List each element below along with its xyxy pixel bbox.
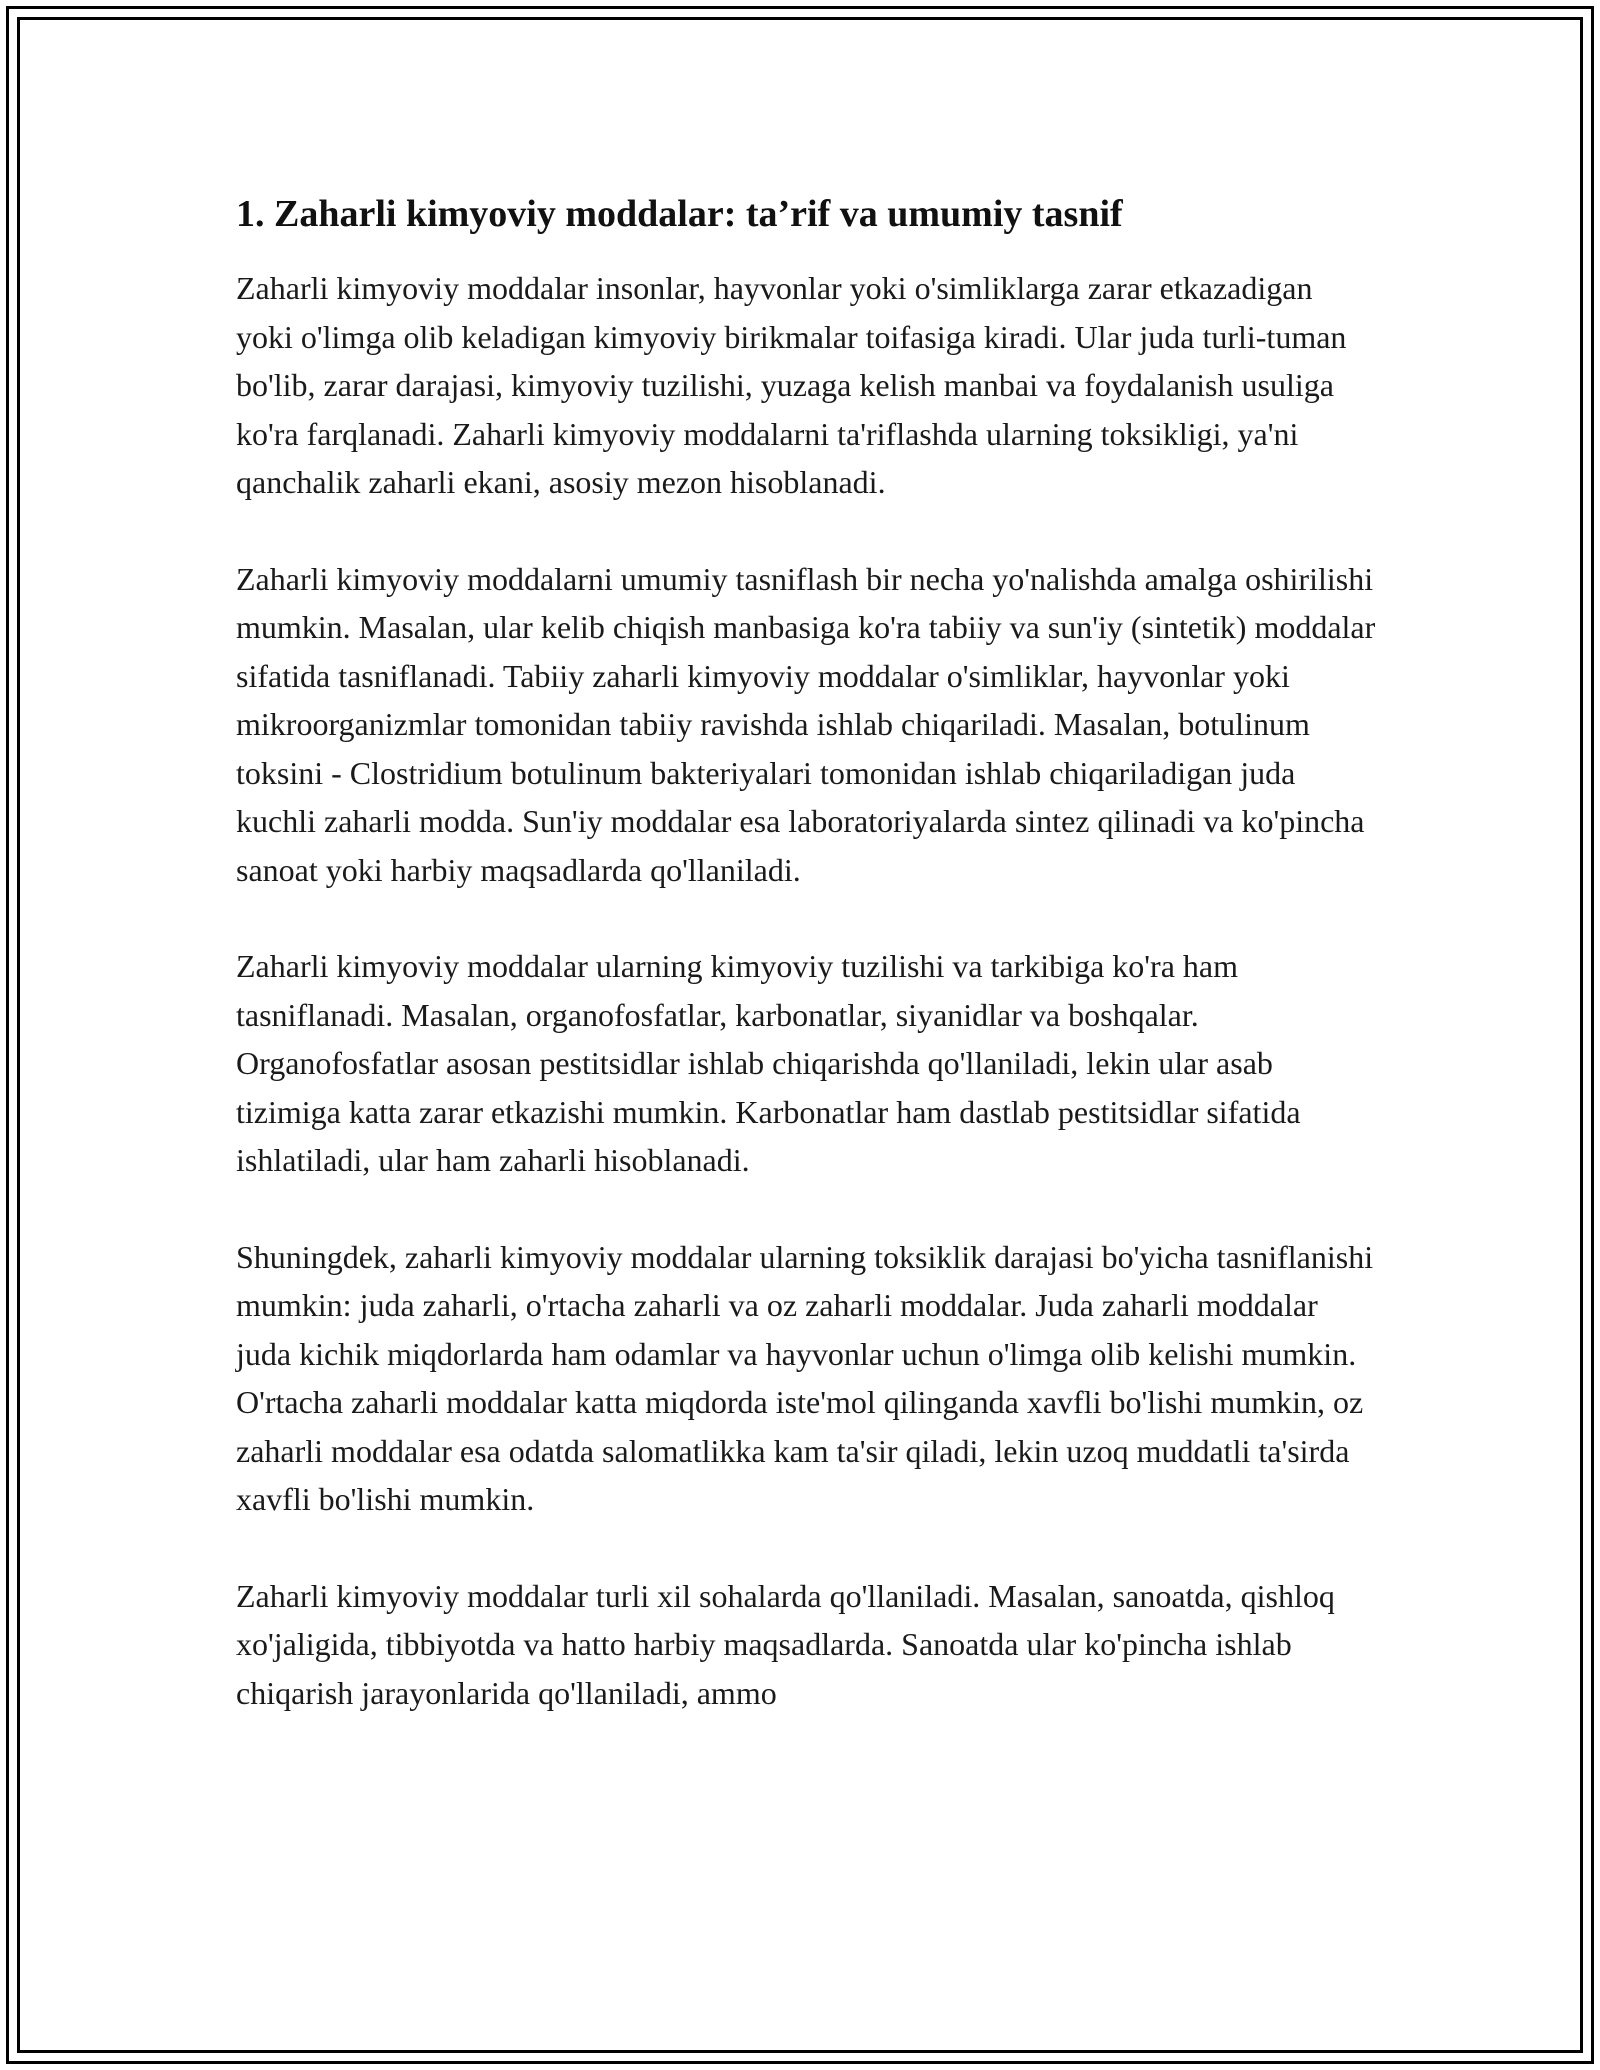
paragraph-toxicity-classification: Shuningdek, zaharli kimyoviy moddalar ularning toksiklik darajasi bo'yicha tasniflanishi mumkin: juda zaharli, o'rtacha zaharli va oz zaharli moddalar. Juda zaharli moddalar juda kichik miqdorlarda ham odamlar va hayvonlar uchun o'limga olib kelishi mumkin. O'rtacha zaharli moddalar katta miqdorda iste'mol qilinganda xavfli bo'lishi mumkin, oz zaharli moddalar esa odatda salomatlikka kam ta'sir qiladi, lekin uzoq muddatli ta'sirda xavfli bo'lishi mumkin. bbox=[236, 1238, 1374, 1517]
paragraph-structure-classification: Zaharli kimyoviy moddalar ularning kimyoviy tuzilishi va tarkibiga ko'ra ham tasniflanadi. Masalan, organofosfatlar, karbonatlar, siyanidlar va boshqalar. Organofosfatlar asosan pestitsidlar ishlab chiqarishda qo'llaniladi, lekin ular asab tizimiga katta zarar etkazishi mumkin. Karbonatlar ham dastlab pestitsidlar sifatida ishlatiladi, ular ham zaharli hisoblanadi. bbox=[236, 948, 1301, 1178]
paragraph-origin-classification: Zaharli kimyoviy moddalarni umumiy tasniflash bir necha yo'nalishda amalga oshirilishi mumkin. Masalan, ular kelib chiqish manbasiga ko'ra tabiiy va sun'iy (sintetik) moddalar sifatida tasniflanadi. Tabiiy zaharli kimyoviy moddalar o'simliklar, hayvonlar yoki mikroorganizmlar tomonidan tabiiy ravishda ishlab chiqariladi. Masalan, botulinum toksini - Clostridium botulinum bakteriyalari tomonidan ishlab chiqariladigan juda kuchli zaharli modda. Sun'iy moddalar esa laboratoriyalarda sintez qilinadi va ko'pincha sanoat yoki harbiy maqsadlarda qo'llaniladi. bbox=[236, 560, 1376, 888]
section-heading: 1. Zaharli kimyoviy moddalar: ta’rif va umumiy tasnif bbox=[236, 193, 1123, 235]
paragraph-definition: Zaharli kimyoviy moddalar insonlar, hayvonlar yoki o'simliklarga zarar etkazadigan yoki o'limga olib keladigan kimyoviy birikmalar toifasiga kiradi. Ular juda turli-tuman bo'lib, zarar darajasi, kimyoviy tuzilishi, yuzaga kelish manbai va foydalanish usuliga ko'ra farqlanadi. Zaharli kimyoviy moddalarni ta'riflashda ularning toksikligi, ya'ni qanchalik zaharli ekani, asosiy mezon hisoblanadi. bbox=[236, 270, 1347, 500]
paragraph-applications: Zaharli kimyoviy moddalar turli xil sohalarda qo'llaniladi. Masalan, sanoatda, qishloq xo'jaligida, tibbiyotda va hatto harbiy maqsadlarda. Sanoatda ular ko'pincha ishlab chiqarish jarayonlarida qo'llaniladi, ammo bbox=[236, 1577, 1335, 1711]
document-body bbox=[236, 188, 1376, 1765]
